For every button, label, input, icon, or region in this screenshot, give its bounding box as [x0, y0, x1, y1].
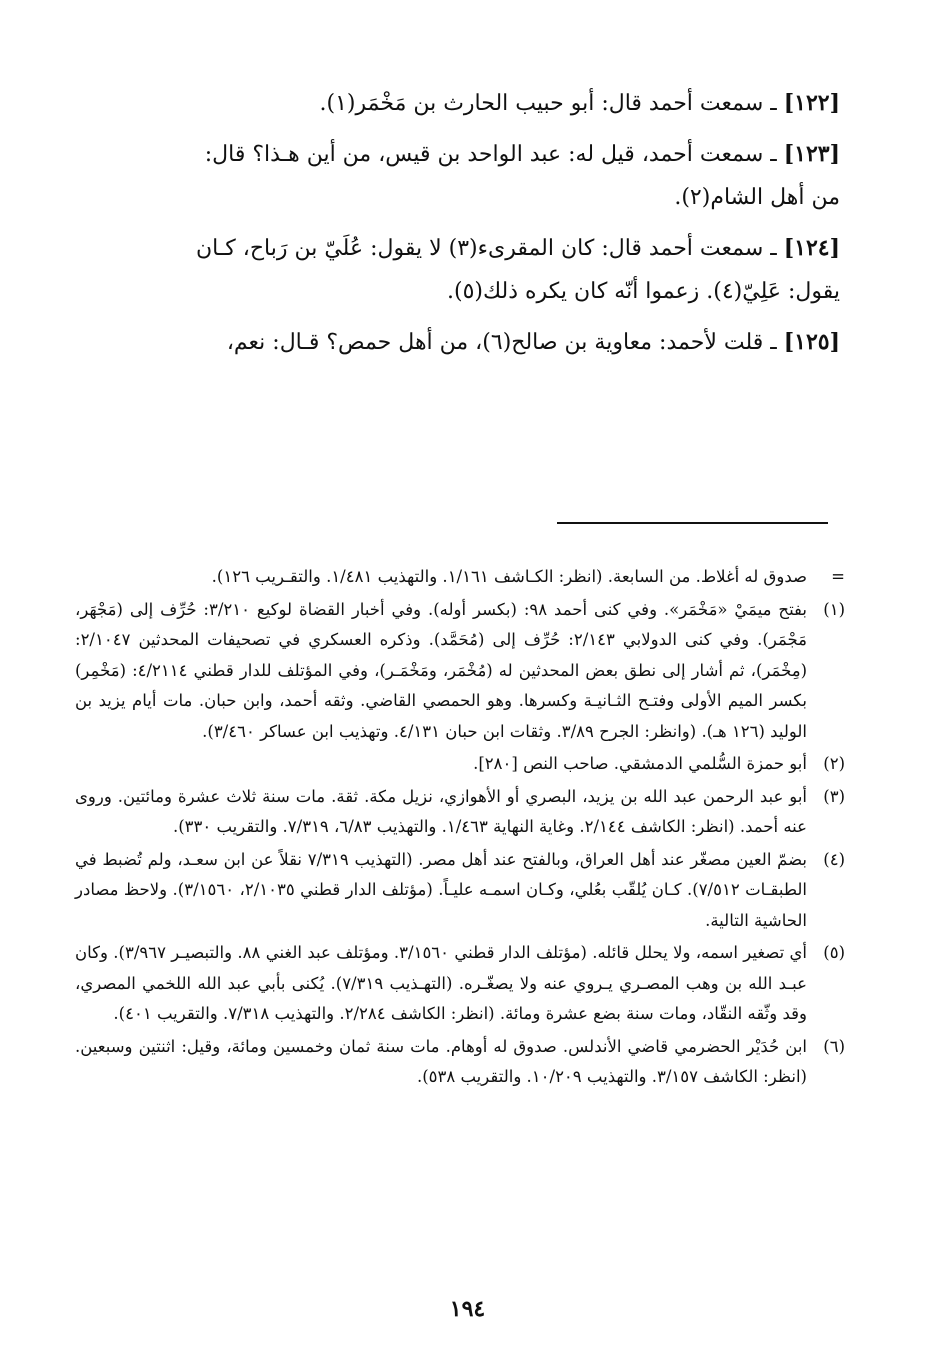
- paragraph-text: ـ سمعت أحمد قال: كان المقرىء(٣) لا يقول: عُلَيّ بن رَباح، كـان: [195, 236, 784, 261]
- paragraph-123: [95, 133, 840, 219]
- footnote-5: [75, 938, 845, 1030]
- footnote-text: أي تصغير اسمه، ولا يحلل قائله. (مؤتلف الدار قطني ٣/١٥٦٠. ومؤتلف عبد الغني ٨٨. والتبصيـر ٣/٩٦٧). وكان عبـد الله بن وهب المصـري يـروي عنه ولا يصغّـره. (التهـذيب ٧/٣١٩). يُكنى بأبي عبد الله اللخمي المصري، وقد وثّقه النقّاد، ومات سنة بضع عشرة ومائة. (انظر: الكاشف ٢/٢٨٤. والتهذيب ٧/٣١٨. والتقريب ٤٠١).: [75, 943, 808, 1023]
- paragraph-continuation: يقول: عَلِيّ(٤). زعموا أنّه كان يكره ذلك(٥).: [447, 279, 840, 304]
- footnote-6: [75, 1032, 845, 1093]
- paragraph-text: ـ سمعت أحمد، قيل له: عبد الواحد بن قيس، من أين هـذا؟ قال:: [204, 142, 784, 167]
- footnote-marker: (٤): [823, 849, 845, 869]
- paragraph-number: [١٢٥]: [783, 329, 840, 355]
- paragraph-continuation: من أهل الشام(٢).: [674, 185, 840, 210]
- footnote-text: صدوق له أغلاط. من السابعة. (انظر: الكـاشف ١/١٦١. والتهذيب ١/٤٨١. والتقـريب ١٢٦).: [211, 567, 807, 586]
- paragraph-124: [95, 227, 840, 313]
- footnote-1: [75, 595, 845, 748]
- paragraph-125: [95, 321, 840, 364]
- paragraph-text: ـ سمعت أحمد قال: أبو حبيب الحارث بن مَخْمَر(١).: [319, 91, 784, 116]
- footnote-marker: (١): [823, 599, 845, 619]
- main-text: [95, 82, 840, 372]
- page-number: ١٩٤: [449, 1296, 486, 1322]
- footnote-marker: (٣): [823, 786, 845, 806]
- footnote-divider: [557, 522, 828, 524]
- paragraph-number: [١٢٣]: [783, 141, 840, 167]
- paragraph-text: ـ قلت لأحمد: معاوية بن صالح(٦)، من أهل حمص؟ قـال: نعم،: [226, 330, 784, 355]
- footnote-text: بفتح ميمَيْ «مَخْمَر». وفي كنى أحمد ٩٨: (بكسر أوله). وفي أخبار القضاة لوكيع ٣/٢١٠: حُرِّف إلى (مَجْهَر، مَجْمَر). وفي كنى الدولابي ٢/١٤٣: حُرِّف إلى (مُحَمَّد). وذكره العسكري في تصحيفات المحدثين ٢/١٠٤٧: (مِخْمَر)، ثم أشار إلى نطق بعض المحدثين له (مُخْمَر، ومَخْمَـر)، وفي المؤتلف للدار قطني ٤/٢١١٤: (مَخْمِر) بكسر الميم الأولى وفتـح الثـانيـة وكسرها. وهو الحمصي القاضي. وثقه أحمد، وابن حبان. مات أيام يزيد بن الوليد (١٢٦ هـ). (وانظر: الجرح ٣/٨٩. وثقات ابن حبان ٤/١٣١. وتهذيب ابن عساكر ٣/٤٦٠).: [75, 599, 808, 741]
- footnote-text: بضمّ العين مصغّر عند أهل العراق، وبالفتح عند أهل مصر. (التهذيب ٧/٣١٩ نقلاً عن ابن سعـد، ولم تُضبط في الطبقـات ٧/٥١٢). كـان يُلقّب بعُلي، وكـان اسمـه عليـاً. (مؤتلف الدار قطني ٢/١٠٣٥، ٣/١٥٦٠). ولاحظ مصادر الحاشية التالية.: [75, 849, 808, 930]
- footnote-4: [75, 845, 845, 937]
- footnote-marker: (٦): [823, 1036, 845, 1056]
- footnote-text: ابن حُدَيْر الحضرمي قاضي الأندلس. صدوق له أوهام. مات سنة ثمان وخمسين ومائة، وقيل: اثنتين وسبعين. (انظر: الكاشف ٣/١٥٧. والتهذيب ١٠/٢٠٩. والتقريب ٥٣٨).: [75, 1036, 807, 1086]
- footnotes: [75, 562, 845, 1095]
- footnote-text: أبو عبد الرحمن عبد الله بن يزيد، البصري أو الأهوازي، نزيل مكة. ثقة. مات سنة ثلاث عشرة ومائتين. وروى عنه أحمد. (انظر: الكاشف ٢/١٤٤. وغاية النهاية ١/٤٦٣. والتهذيب ٦/٨٣، ٧/٣١٩. والتقريب ٣٣٠).: [75, 786, 807, 836]
- footnote-marker: (٥): [823, 943, 845, 962]
- footnote-3: [75, 782, 845, 843]
- footnote-2: [75, 749, 845, 780]
- footnote-text: أبو حمزة السُّلمي الدمشقي. صاحب النص [٢٨٠].: [473, 754, 807, 773]
- paragraph-122: [95, 82, 840, 125]
- paragraph-number: [١٢٢]: [783, 90, 840, 116]
- footnote-marker: =: [831, 567, 845, 586]
- paragraph-number: [١٢٤]: [783, 235, 840, 261]
- footnote-marker: (٢): [823, 754, 845, 773]
- footnote-continued: [75, 562, 845, 593]
